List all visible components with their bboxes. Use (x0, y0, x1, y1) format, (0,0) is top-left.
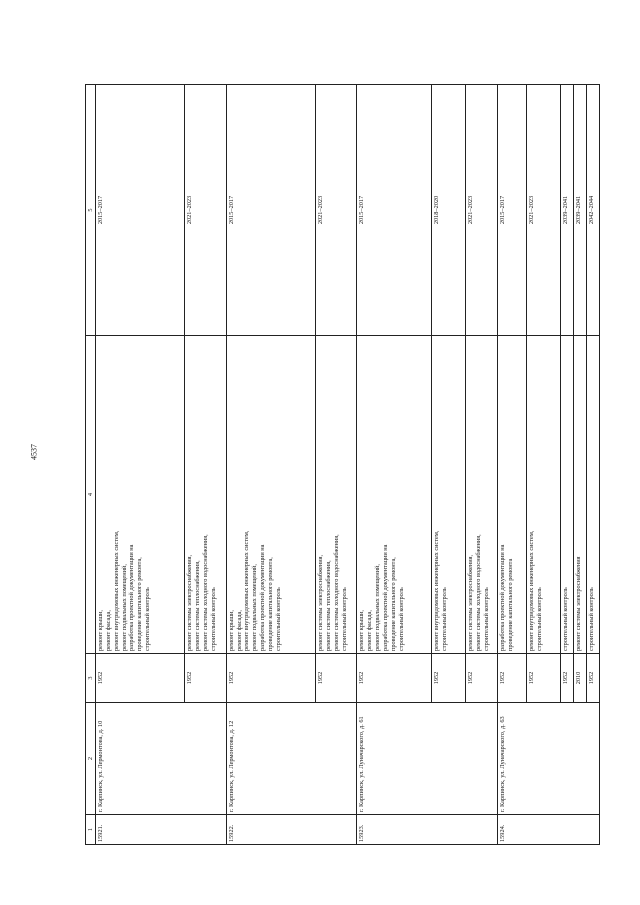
work-item: ремонт системы электроснабжения, (466, 554, 474, 651)
construction-year: 1952 (185, 654, 227, 703)
construction-year: 1952 (560, 654, 573, 703)
work-item: ремонт системы теплоснабжения, (194, 560, 202, 651)
header-col-2: 2 (86, 703, 96, 815)
planned-period: 2018–2020 (432, 85, 466, 336)
work-item: ремонт внутридомовых инженерных систем, (112, 530, 120, 651)
work-item: ремонт системы электроснабжения, (186, 554, 194, 651)
work-types (315, 336, 357, 654)
work-item: ремонт системы электроснабжения, (316, 554, 324, 651)
table-wrapper (85, 85, 600, 845)
header-col-5: 5 (86, 85, 96, 336)
building-address: г. Карпинск, ул. Лермонтова, д. 12 (226, 703, 357, 815)
work-item: ремонт системы теплоснабжения, (324, 560, 332, 651)
row-number: 15921. (96, 815, 227, 845)
work-item: ремонт системы электроснабжения (574, 556, 582, 651)
planned-period: 2015–2017 (96, 85, 185, 336)
planned-period: 2015–2017 (357, 85, 432, 336)
work-item: строительный контроль (340, 587, 348, 651)
table-row (357, 85, 432, 845)
construction-year: 1952 (465, 654, 497, 703)
planned-period: 2021–2023 (315, 85, 357, 336)
work-item: ремонт подвальных помещений, (251, 564, 259, 651)
table-row (226, 85, 315, 845)
work-types (560, 336, 573, 654)
work-item: строительный контроль (144, 587, 152, 651)
building-address: г. Карпинск, ул. Луначарского, д. 61 (357, 703, 498, 815)
work-item: проведение капитального ремонта, (136, 557, 144, 651)
work-item: проведение капитального ремонта, (389, 557, 397, 651)
work-item: ремонт системы холодного водоснабжения, (332, 534, 340, 651)
row-number: 15923. (357, 815, 498, 845)
planned-period: 2021–2023 (526, 85, 560, 336)
row-number: 15922. (226, 815, 357, 845)
page-number: 4537 (29, 444, 39, 460)
work-item: ремонт крыши, (227, 609, 235, 651)
work-item: строительный контроль (561, 587, 569, 651)
work-item: ремонт крыши, (97, 609, 104, 651)
work-item: ремонт внутридомовых инженерных систем, (433, 530, 441, 651)
planned-period: 2021–2023 (465, 85, 497, 336)
planned-period: 2042–2044 (586, 85, 599, 336)
construction-year: 1952 (497, 654, 526, 703)
construction-year: 1952 (526, 654, 560, 703)
repair-schedule-table (85, 84, 600, 845)
work-types (96, 336, 185, 654)
planned-period: 2021–2023 (185, 85, 227, 336)
work-item: разработка проектной документации на (128, 544, 136, 651)
header-col-4: 4 (86, 336, 96, 654)
work-item: проведение капитального ремонта (506, 558, 514, 651)
building-address: г. Карпинск, ул. Лермонтова, д. 10 (96, 703, 227, 815)
header-col-3: 3 (86, 654, 96, 703)
rotated-table-area (85, 85, 600, 845)
work-item: строительный контроль (397, 587, 405, 651)
work-item: ремонт системы холодного водоснабжения, (474, 534, 482, 651)
work-types (357, 336, 432, 654)
header-col-1: 1 (86, 815, 96, 845)
work-item: проведение капитального ремонта, (267, 557, 275, 651)
construction-year: 1952 (96, 654, 185, 703)
work-item: разработка проектной документации на (259, 544, 267, 651)
work-types (497, 336, 526, 654)
work-types (573, 336, 586, 654)
work-item: ремонт крыши, (358, 609, 366, 651)
work-types (586, 336, 599, 654)
work-types (226, 336, 315, 654)
table-row (96, 85, 185, 845)
construction-year: 1952 (357, 654, 432, 703)
construction-year: 1952 (432, 654, 466, 703)
work-item: разработка проектной документации на (498, 544, 506, 651)
work-item: строительный контроль (209, 587, 217, 651)
table-row (497, 85, 526, 845)
work-item: ремонт подвальных помещений, (374, 564, 382, 651)
work-item: ремонт фасада, (366, 610, 374, 651)
work-item: строительный контроль (482, 587, 490, 651)
building-address: г. Карпинск, ул. Луначарского, д. 63 (497, 703, 599, 815)
construction-year: 2010 (573, 654, 586, 703)
work-item: строительный контроль (274, 587, 282, 651)
planned-period: 2039–2041 (573, 85, 586, 336)
work-item: ремонт системы холодного водоснабжения, (201, 534, 209, 651)
work-types (432, 336, 466, 654)
work-item: ремонт фасада, (104, 610, 112, 651)
work-types (526, 336, 560, 654)
work-item: ремонт внутридомовых инженерных систем, (527, 530, 535, 651)
planned-period: 2015–2017 (226, 85, 315, 336)
header-row (86, 85, 96, 845)
work-item: строительный контроль (587, 587, 595, 651)
work-item: разработка проектной документации на (382, 544, 390, 651)
work-item: ремонт подвальных помещений, (120, 564, 128, 651)
work-types (185, 336, 227, 654)
planned-period: 2015–2017 (497, 85, 526, 336)
work-types (465, 336, 497, 654)
work-item: строительный контроль (441, 587, 449, 651)
planned-period: 2039–2041 (560, 85, 573, 336)
work-item: строительный контроль (535, 587, 543, 651)
work-item: ремонт внутридомовых инженерных систем, (243, 530, 251, 651)
construction-year: 1952 (586, 654, 599, 703)
construction-year: 1952 (315, 654, 357, 703)
row-number: 15924. (497, 815, 599, 845)
construction-year: 1952 (226, 654, 315, 703)
work-item: ремонт фасада, (235, 610, 243, 651)
table-body (96, 85, 600, 845)
